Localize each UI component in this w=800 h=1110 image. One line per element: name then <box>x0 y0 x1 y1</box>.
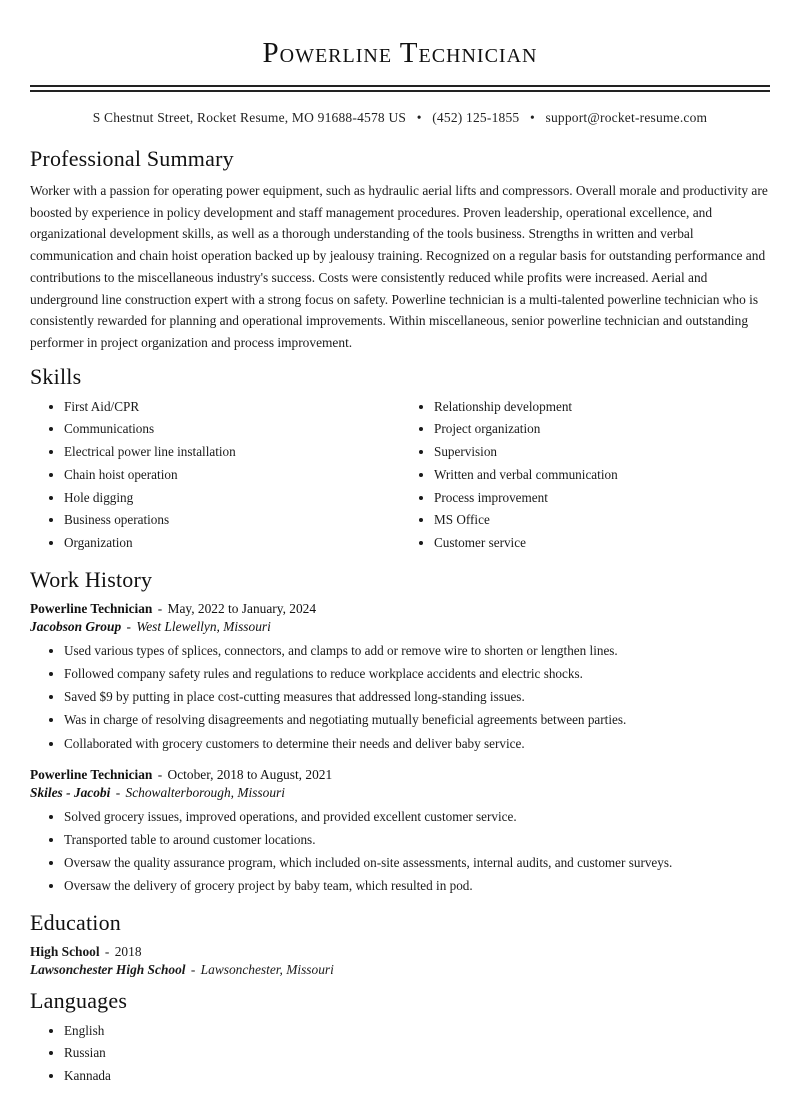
list-item: • Solved grocery issues, improved operations, and provided excellent customer service. <box>64 808 770 826</box>
section-skills <box>30 364 770 557</box>
education-degree-line: High School - 2018 <box>30 943 142 959</box>
summary-heading: Professional Summary <box>30 146 234 171</box>
candidate-name: Powerline Technician <box>262 37 538 69</box>
list-item: • Customer service <box>434 534 770 552</box>
job-title: Powerline Technician <box>30 766 153 782</box>
skills-columns <box>30 398 770 557</box>
list-item: • Collaborated with grocery customers to determine their needs and deliver baby service. <box>64 735 770 753</box>
contact-line <box>30 92 770 136</box>
work-entry-title-line: Powerline Technician - May, 2022 to January, 2024 <box>30 600 317 616</box>
work-entry-company-line: Skiles - Jacobi - Schowalterborough, Missouri <box>30 784 285 800</box>
job-location: West Llewellyn, Missouri <box>136 618 271 634</box>
list-item: • Written and verbal communication <box>434 466 770 484</box>
job-company: Skiles - Jacobi <box>30 784 111 800</box>
education-heading: Education <box>30 909 121 935</box>
list-item: • Business operations <box>64 511 400 529</box>
work-entry <box>30 767 770 896</box>
list-item: • MS Office <box>434 511 770 529</box>
work-entry-bullets <box>30 642 770 753</box>
work-entry-company-line: Jacobson Group - West Llewellyn, Missouri <box>30 618 271 634</box>
list-item: • Transported table to around customer locations. <box>64 831 770 849</box>
job-dates: October, 2018 to August, 2021 <box>167 766 333 782</box>
page-title <box>30 34 770 71</box>
job-company: Jacobson Group <box>30 618 122 634</box>
work-entry-title-line: Powerline Technician - October, 2018 to August, 2021 <box>30 766 333 782</box>
list-item: • Saved $9 by putting in place cost-cutting measures that addressed long-standing issues. <box>64 688 770 706</box>
list-item: • Oversaw the quality assurance program, which included on-site assessments, internal audits, and customer surveys. <box>64 854 770 872</box>
header-divider <box>30 85 770 92</box>
list-item: • Oversaw the delivery of grocery project by baby team, which resulted in pod. <box>64 877 770 895</box>
section-languages <box>30 988 770 1086</box>
list-item: • Supervision <box>434 443 770 461</box>
list-item: • Electrical power line installation <box>64 443 400 461</box>
work-history-heading: Work History <box>30 566 153 592</box>
list-item: • Chain hoist operation <box>64 466 400 484</box>
list-item: • Was in charge of resolving disagreements and negotiating mutually beneficial agreements between parties. <box>64 711 770 729</box>
skills-heading: Skills <box>30 363 82 389</box>
skills-list-left <box>30 398 400 553</box>
contact-separator-1: • <box>416 110 422 125</box>
job-title: Powerline Technician <box>30 600 153 616</box>
section-professional-summary <box>30 146 770 354</box>
job-dates: May, 2022 to January, 2024 <box>167 600 317 616</box>
work-entry <box>30 601 770 753</box>
education-school: Lawsonchester High School <box>30 961 186 977</box>
list-item: • Project organization <box>434 420 770 438</box>
summary-text: Worker with a passion for operating power equipment, such as hydraulic aerial lifts and compressors. Overall morale and productivity are boosted by experience in policy development and staff management procedures. Proven leadership, operational excellence, and organizational development skills, as well as a thorough understanding of the tools business. Strengths in written and verbal communication and chain hoist operation backed up by jealousy training. Recognized on a regular basis for outstanding performance and contributions to the miscellaneous industry's success. Costs were consistently reduced while profits were increased. Aerial and underground line construction expert with a strong focus on safety. Powerline technician is a multi-talented powerline technician who is consistently rewarded for planning and operational improvements. Within miscellaneous, senior powerline technician and outstanding performer in project organization and process improvement. <box>30 183 768 350</box>
education-year: 2018 <box>114 943 142 959</box>
list-item: • Hole digging <box>64 489 400 507</box>
skills-list-right <box>400 398 770 553</box>
section-work-history <box>30 567 770 896</box>
list-item: • English <box>64 1022 770 1040</box>
work-entry-bullets <box>30 808 770 896</box>
list-item: • Followed company safety rules and regulations to reduce workplace accidents and electric shocks. <box>64 665 770 683</box>
job-location: Schowalterborough, Missouri <box>125 784 285 800</box>
skills-column-left <box>30 398 400 557</box>
list-item: • Communications <box>64 420 400 438</box>
list-item: • Kannada <box>64 1067 770 1085</box>
languages-heading: Languages <box>30 987 128 1013</box>
skills-column-right <box>400 398 770 557</box>
list-item: • Organization <box>64 534 400 552</box>
contact-separator-2: • <box>529 110 535 125</box>
list-item: • First Aid/CPR <box>64 398 400 416</box>
section-education <box>30 910 770 978</box>
contact-email[interactable]: support@rocket-resume.com <box>545 110 708 125</box>
list-item: • Used various types of splices, connectors, and clamps to add or remove wire to shorten or lengthen lines. <box>64 642 770 660</box>
education-degree: High School <box>30 943 100 959</box>
list-item: • Process improvement <box>434 489 770 507</box>
contact-phone[interactable]: (452) 125-1855 <box>432 110 520 125</box>
list-item: • Russian <box>64 1044 770 1062</box>
education-school-line: Lawsonchester High School - Lawsonchester, Missouri <box>30 961 334 977</box>
contact-address: S Chestnut Street, Rocket Resume, MO 91688-4578 US <box>92 110 407 125</box>
education-location: Lawsonchester, Missouri <box>200 961 334 977</box>
list-item: • Relationship development <box>434 398 770 416</box>
languages-list <box>30 1022 770 1086</box>
